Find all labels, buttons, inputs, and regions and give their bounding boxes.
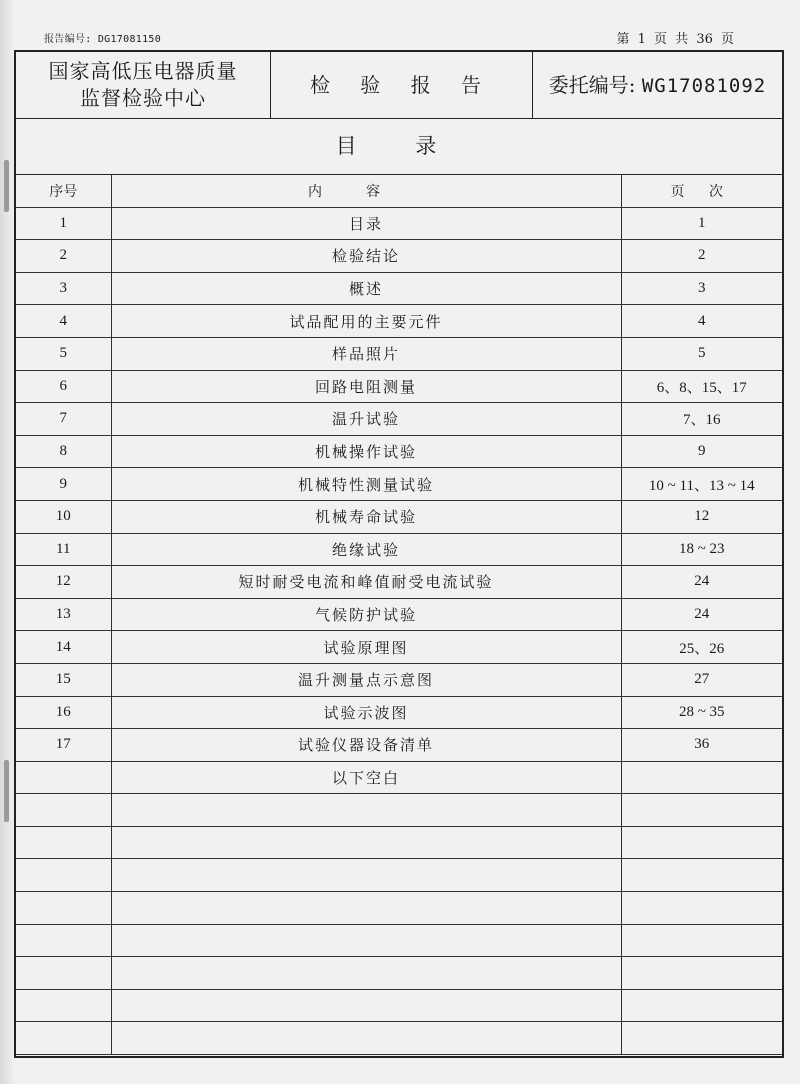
toc-row-pages: 6、8、15、17 (621, 370, 782, 403)
toc-row-pages: 18 ~ 23 (621, 533, 782, 566)
toc-empty-cell (621, 794, 782, 827)
toc-row-number: 15 (16, 663, 111, 696)
toc-row-pages: 10 ~ 11、13 ~ 14 (621, 468, 782, 501)
toc-row-number: 4 (16, 305, 111, 338)
toc-row-content: 试品配用的主要元件 (111, 305, 621, 338)
column-header-content: 内容 (111, 175, 621, 208)
toc-row (16, 566, 782, 599)
toc-row-number: 9 (16, 468, 111, 501)
toc-row-content: 试验仪器设备清单 (111, 729, 621, 762)
toc-row-content: 机械寿命试验 (111, 500, 621, 533)
column-header-page: 页 次 (621, 175, 782, 208)
toc-row-number: 14 (16, 631, 111, 664)
toc-row-content: 绝缘试验 (111, 533, 621, 566)
binder-mark (4, 760, 9, 822)
toc-row-content: 温升试验 (111, 403, 621, 436)
toc-row (16, 729, 782, 762)
toc-header-row (16, 175, 782, 208)
toc-row (16, 337, 782, 370)
toc-row-pages: 25、26 (621, 631, 782, 664)
toc-row-number: 6 (16, 370, 111, 403)
toc-row-pages: 27 (621, 663, 782, 696)
toc-row-pages: 4 (621, 305, 782, 338)
toc-row-number: 5 (16, 337, 111, 370)
toc-row-number: 10 (16, 500, 111, 533)
toc-empty-cell (621, 924, 782, 957)
toc-row (16, 663, 782, 696)
toc-empty-cell (16, 859, 111, 892)
toc-row-pages: 28 ~ 35 (621, 696, 782, 729)
toc-blank-row (16, 957, 782, 990)
toc-row-number: 12 (16, 566, 111, 599)
toc-empty-cell (111, 989, 621, 1022)
toc-row-content: 试验原理图 (111, 631, 621, 664)
toc-row-number: 2 (16, 240, 111, 273)
toc-row-pages: 2 (621, 240, 782, 273)
toc-row (16, 598, 782, 631)
toc-empty-cell (16, 1022, 111, 1055)
report-title: 检 验 报 告 (271, 52, 533, 118)
commission-label: 委托编号: (548, 73, 642, 97)
toc-row-content: 温升测量点示意图 (111, 663, 621, 696)
toc-row-number: 3 (16, 272, 111, 305)
toc-empty-cell (111, 892, 621, 925)
organization-name (16, 52, 271, 118)
toc-blank-row (16, 1022, 782, 1055)
toc-row-content: 气候防护试验 (111, 598, 621, 631)
toc-body (16, 207, 782, 1054)
toc-empty-cell (16, 924, 111, 957)
toc-row-pages: 36 (621, 729, 782, 762)
toc-row-pages: 5 (621, 337, 782, 370)
page-header (36, 30, 782, 46)
toc-row (16, 403, 782, 436)
toc-row (16, 435, 782, 468)
column-header-number: 序号 (16, 175, 111, 208)
toc-empty-cell (16, 761, 111, 794)
toc-row (16, 468, 782, 501)
toc-empty-cell (111, 826, 621, 859)
toc-row (16, 631, 782, 664)
toc-empty-cell (111, 1022, 621, 1055)
toc-row-pages: 9 (621, 435, 782, 468)
toc-empty-cell (16, 989, 111, 1022)
toc-row (16, 696, 782, 729)
toc-blank-row (16, 989, 782, 1022)
commission-code: WG17081092 (641, 75, 767, 97)
toc-row (16, 240, 782, 273)
toc-empty-cell (111, 957, 621, 990)
binder-mark (4, 160, 9, 212)
toc-row-pages: 12 (621, 500, 782, 533)
page-indicator: 第 1 页 共 36 页 (616, 32, 734, 47)
toc-empty-cell (111, 794, 621, 827)
commission-number (533, 52, 782, 118)
toc-empty-cell (111, 924, 621, 957)
toc-row-number: 16 (16, 696, 111, 729)
toc-empty-cell (621, 892, 782, 925)
toc-row-pages: 24 (621, 566, 782, 599)
toc-row-number: 11 (16, 533, 111, 566)
toc-row (16, 533, 782, 566)
title-block (16, 52, 782, 119)
report-number: 报告编号: DG17081150 (44, 34, 162, 45)
toc-empty-cell (111, 859, 621, 892)
toc-row-pages: 1 (621, 207, 782, 240)
toc-empty-cell (16, 957, 111, 990)
toc-table (16, 174, 782, 1055)
toc-empty-cell (16, 794, 111, 827)
toc-row-content: 试验示波图 (111, 696, 621, 729)
toc-row-content: 机械特性测量试验 (111, 468, 621, 501)
toc-row (16, 272, 782, 305)
toc-row-number: 13 (16, 598, 111, 631)
toc-row (16, 305, 782, 338)
organization-name-line2: 监督检验中心 (80, 86, 206, 110)
toc-row (16, 370, 782, 403)
toc-empty-cell (621, 826, 782, 859)
toc-blank-row (16, 859, 782, 892)
toc-blank-row (16, 892, 782, 925)
toc-empty-cell (16, 892, 111, 925)
toc-title: 目 录 (335, 134, 463, 158)
toc-blank-row (16, 826, 782, 859)
toc-row-pages: 7、16 (621, 403, 782, 436)
toc-empty-cell (621, 859, 782, 892)
report-document (14, 50, 784, 1058)
toc-row-content: 概述 (111, 272, 621, 305)
toc-row (16, 207, 782, 240)
toc-row (16, 500, 782, 533)
toc-end-marker: 以下空白 (111, 761, 621, 794)
toc-row-content: 检验结论 (111, 240, 621, 273)
toc-row-number: 8 (16, 435, 111, 468)
toc-row-pages: 24 (621, 598, 782, 631)
toc-empty-cell (16, 826, 111, 859)
toc-end-row (16, 761, 782, 794)
toc-row-content: 短时耐受电流和峰值耐受电流试验 (111, 566, 621, 599)
toc-row-content: 机械操作试验 (111, 435, 621, 468)
organization-name-line1: 国家高低压电器质量 (48, 59, 238, 83)
toc-row-number: 1 (16, 207, 111, 240)
toc-row-number: 7 (16, 403, 111, 436)
toc-row-content: 回路电阻测量 (111, 370, 621, 403)
toc-blank-row (16, 924, 782, 957)
toc-blank-row (16, 794, 782, 827)
toc-empty-cell (621, 1022, 782, 1055)
toc-row-content: 目录 (111, 207, 621, 240)
toc-empty-cell (621, 989, 782, 1022)
toc-row-content: 样品照片 (111, 337, 621, 370)
toc-row-number: 17 (16, 729, 111, 762)
toc-empty-cell (621, 761, 782, 794)
toc-empty-cell (621, 957, 782, 990)
toc-row-pages: 3 (621, 272, 782, 305)
